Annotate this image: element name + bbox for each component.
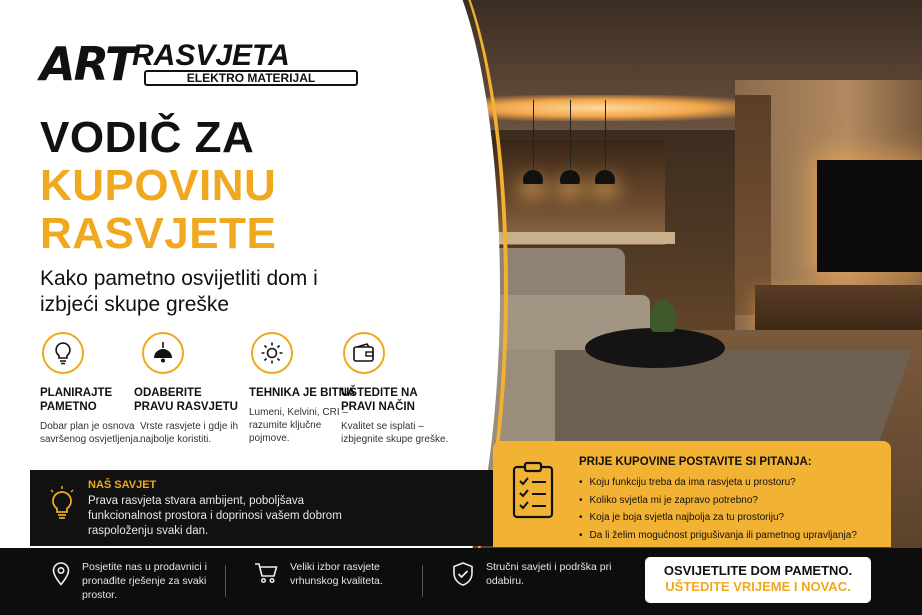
shopping-cart-icon (254, 562, 278, 589)
feature-title: PLANIRAJTE PAMETNO (40, 387, 113, 413)
footer-item-support (452, 560, 632, 591)
questions-box (493, 441, 891, 547)
feature-desc: Dobar plan je osnova savršenog osvjetljenja. (40, 421, 142, 445)
footer-divider (225, 565, 226, 597)
headline-line3: RASVJETE (40, 209, 277, 258)
footer-item-store (52, 560, 222, 602)
feature-title: UŠTEDITE NA PRAVI NAČIN (341, 387, 418, 413)
footer-text: Stručni savjeti i podrška pri odabiru. (486, 561, 612, 587)
footer-bar (0, 548, 922, 615)
headline-line2: KUPOVINU (40, 161, 277, 210)
feature-desc: Kvalitet se isplati – izbjegnite skupe greške. (341, 421, 449, 445)
logo-rasvjeta: RASVJETA (132, 39, 290, 72)
list-item: • Koliko svjetla mi je zapravo potrebno? (579, 492, 857, 510)
list-item: • Da li želim mogućnost prigušivanja ili pametnog upravljanja? (579, 527, 857, 545)
sun-icon (251, 332, 293, 374)
lightbulb-icon (42, 332, 84, 374)
feature-title: ODABERITE PRAVU RASVJETU (134, 387, 238, 413)
list-item: • Koja je boja svjetla najbolja za tu prostoriju? (579, 509, 857, 527)
cta-banner (645, 557, 871, 603)
questions-title: PRIJE KUPOVINE POSTAVITE SI PITANJA: (579, 456, 812, 468)
cta-line2: UŠTEDITE VRIJEME I NOVAC. (665, 579, 851, 594)
feature-save (341, 332, 451, 446)
feature-choose (134, 332, 244, 446)
footer-divider (422, 565, 423, 597)
footer-text: Posjetite nas u prodavnici i pronađite rješenje za svaki prostor. (82, 561, 207, 601)
wallet-icon (343, 332, 385, 374)
footer-text: Veliki izbor rasvjete vrhunskog kvaliteta. (290, 561, 383, 587)
list-item: • Koju funkciju treba da ima rasvjeta u prostoru? (579, 474, 857, 492)
footer-item-selection (254, 560, 414, 589)
feature-title: TEHNIKA JE BITNA (249, 387, 356, 399)
pendant-lamp-icon (142, 332, 184, 374)
tip-title: NAŠ SAVJET (88, 479, 157, 491)
location-pin-icon (52, 562, 70, 591)
brand-logo (40, 37, 360, 91)
shield-check-icon (452, 562, 474, 591)
tip-text: Prava rasvjeta stvara ambijent, poboljšava funkcionalnost prostora i doprinosi vašem dobrom raspoloženju svaki dan. (88, 495, 342, 537)
headline-subtitle: Kako pametno osvijetliti dom i izbjeći skupe greške (40, 267, 318, 316)
logo-art: ART (40, 37, 135, 91)
tip-box (30, 470, 500, 546)
lightbulb-icon (48, 486, 76, 527)
headline-line1: VODIČ ZA (40, 113, 255, 162)
cta-line1: OSVIJETLITE DOM PAMETNO. (663, 563, 853, 578)
feature-desc: Lumeni, Kelvini, CRI – razumite ključne pojmove. (249, 407, 348, 444)
logo-subtitle: ELEKTRO MATERIJAL (144, 70, 358, 86)
feature-desc: Vrste rasvjete i gdje ih najbolje koristiti. (140, 421, 239, 445)
questions-list (579, 474, 857, 544)
checklist-icon (511, 461, 555, 524)
